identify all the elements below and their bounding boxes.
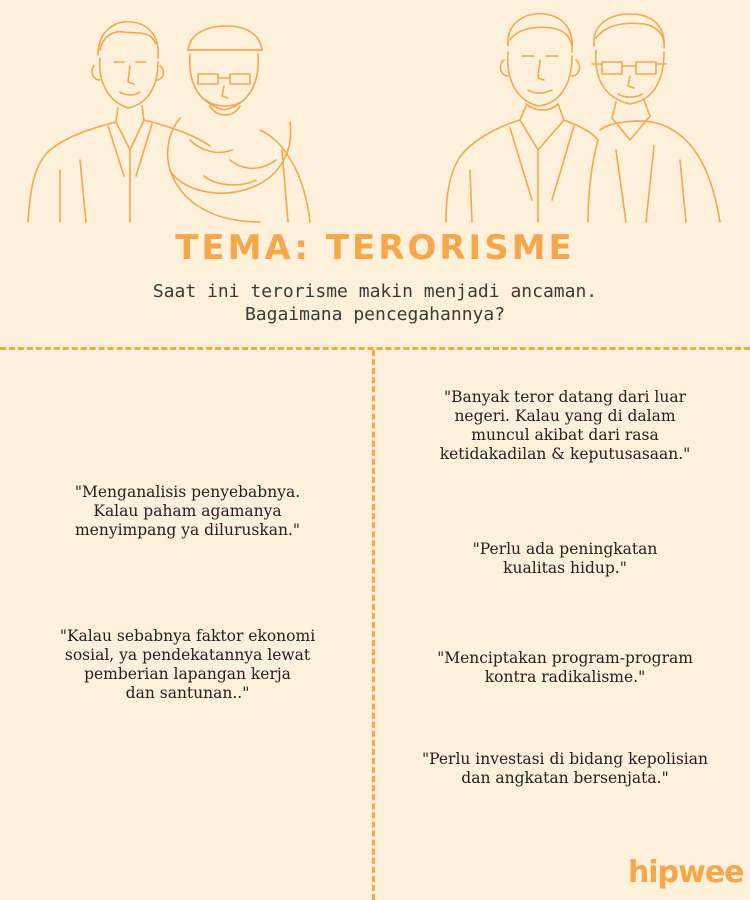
left-quote-1: [10, 483, 365, 540]
quote-line: dan santunan..": [125, 684, 250, 702]
quote-line: ketidakadilan & keputusasaan.": [439, 445, 691, 463]
quote-line: sosial, ya pendekatannya lewat: [64, 646, 311, 664]
quote-line: menyimpang ya diluruskan.": [74, 521, 301, 539]
quote-line: "Perlu ada peningkatan: [472, 540, 658, 558]
quote-line: negeri. Kalau yang di dalam: [454, 407, 676, 425]
hipwee-logo: hipwee: [628, 855, 744, 890]
quote-line: "Kalau sebabnya faktor ekonomi: [59, 627, 316, 645]
portrait-illustration-right: [440, 0, 740, 225]
quote-line: pemberian lapangan kerja: [84, 665, 291, 683]
question-line: Bagaimana pencegahannya?: [244, 304, 506, 325]
quote-line: muncul akibat dari rasa: [471, 426, 659, 444]
vertical-divider: [372, 350, 375, 900]
page-title: TEMA: TERORISME: [175, 228, 575, 268]
portrait-illustration-left: [20, 0, 320, 225]
horizontal-divider: [0, 347, 750, 350]
theme-question: [0, 280, 750, 326]
quote-line: Kalau paham agamanya: [93, 502, 282, 520]
quote-line: "Banyak teror datang dari luar: [443, 388, 687, 406]
quote-line: kontra radikalisme.": [484, 668, 646, 686]
quote-line: dan angkatan bersenjata.": [461, 769, 669, 787]
quote-line: "Menganalisis penyebabnya.: [74, 483, 301, 501]
right-quote-2: [385, 540, 745, 578]
right-quote-4: [385, 750, 745, 788]
left-quote-2: [10, 627, 365, 703]
right-quote-1: [385, 388, 745, 464]
right-quote-3: [385, 649, 745, 687]
question-line: Saat ini terorisme makin menjadi ancaman.: [152, 281, 598, 302]
quote-line: kualitas hidup.": [503, 559, 627, 577]
quote-line: "Menciptakan program-program: [437, 649, 693, 667]
quote-line: "Perlu investasi di bidang kepolisian: [422, 750, 708, 768]
